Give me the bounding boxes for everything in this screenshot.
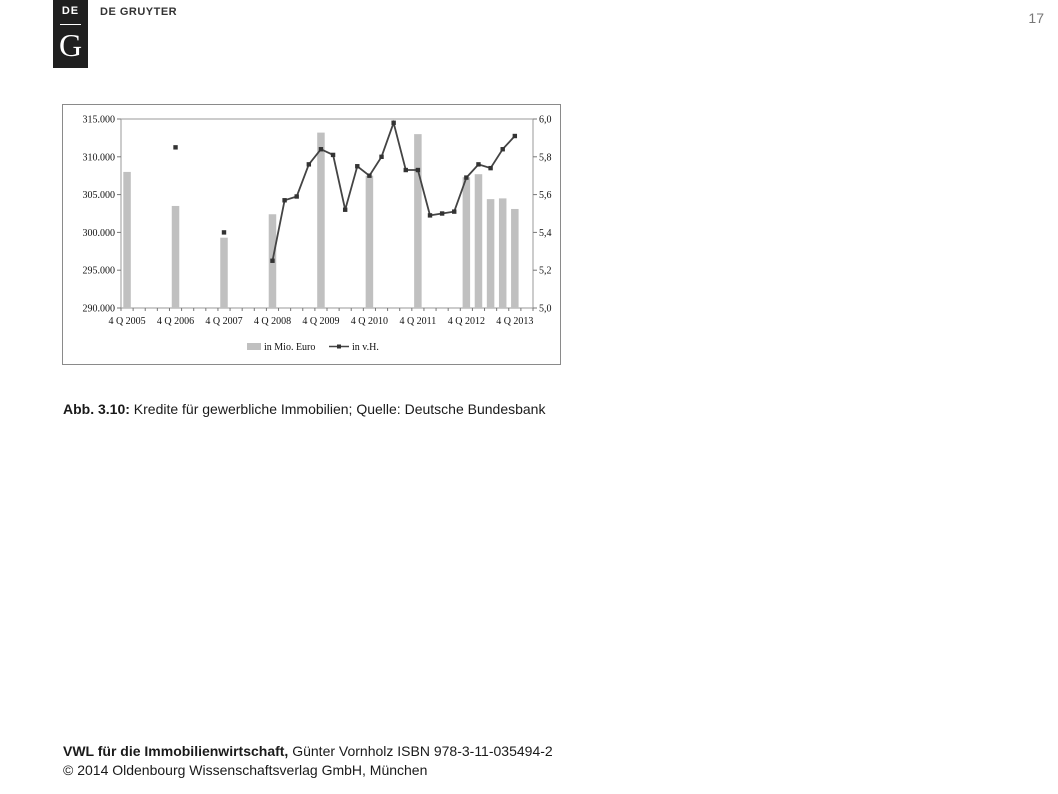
bar	[511, 209, 519, 308]
chart-frame	[62, 104, 561, 365]
bar	[487, 199, 495, 308]
book-title: VWL für die Immobilienwirtschaft,	[63, 743, 289, 759]
bar	[317, 133, 325, 308]
line-marker	[476, 162, 480, 166]
line-marker	[391, 121, 395, 125]
y-right-tick-label: 5,6	[539, 190, 552, 202]
bar	[475, 174, 483, 308]
line-marker	[331, 153, 335, 157]
y-left-tick-label: 295.000	[82, 265, 115, 277]
legend-bar-swatch	[247, 343, 261, 350]
line-marker	[307, 162, 311, 166]
bar	[499, 198, 507, 308]
line-marker	[404, 168, 408, 172]
y-right-tick-label: 6,0	[539, 114, 552, 126]
combo-chart	[63, 105, 560, 364]
line-marker	[464, 175, 468, 179]
line-marker	[501, 147, 505, 151]
x-tick-label: 4 Q 2010	[350, 316, 389, 327]
bar	[414, 134, 422, 308]
figure-caption	[63, 401, 545, 417]
line-marker	[513, 134, 517, 138]
line-marker	[488, 166, 492, 170]
line-marker	[222, 230, 226, 234]
x-tick-label: 4 Q 2008	[253, 316, 292, 327]
line-marker	[440, 211, 444, 215]
line-marker	[452, 209, 456, 213]
x-tick-label: 4 Q 2006	[156, 316, 195, 327]
logo-g-text: G	[58, 27, 83, 63]
x-tick-label: 4 Q 2007	[205, 316, 243, 327]
logo-de-text: DE	[61, 5, 80, 17]
bar	[123, 172, 131, 308]
x-tick-label: 4 Q 2011	[399, 316, 437, 327]
plot-area	[121, 119, 533, 308]
y-left-tick-label: 315.000	[82, 114, 115, 126]
logo-divider	[60, 24, 81, 25]
bar	[463, 177, 471, 308]
footer-line-1	[63, 742, 553, 761]
y-right-tick-label: 5,0	[539, 303, 552, 315]
x-tick-label: 4 Q 2012	[447, 316, 485, 327]
y-left-tick-label: 300.000	[82, 227, 115, 239]
line-marker	[416, 168, 420, 172]
legend-line-label: in v.H.	[352, 342, 379, 353]
x-tick-label: 4 Q 2013	[496, 316, 534, 327]
line-marker	[379, 155, 383, 159]
chart-legend	[247, 342, 379, 353]
bar	[220, 238, 228, 308]
line-marker	[282, 198, 286, 202]
line-marker	[295, 194, 299, 198]
line-marker	[173, 145, 177, 149]
line-marker	[355, 164, 359, 168]
caption-text: Kredite für gewerbliche Immobilien; Quelle: Deutsche Bundesbank	[133, 401, 546, 417]
line-marker	[270, 259, 274, 263]
copyright: © 2014 Oldenbourg Wissenschaftsverlag GmbH, München	[63, 762, 428, 778]
line-marker	[319, 147, 323, 151]
plot-border	[121, 119, 533, 308]
author-isbn: Günter Vornholz ISBN 978-3-11-035494-2	[292, 743, 553, 759]
bar	[172, 206, 180, 308]
bar	[366, 176, 374, 308]
publisher-name: DE GRUYTER	[100, 6, 178, 18]
y-right-tick-label: 5,4	[539, 227, 552, 239]
y-right-tick-label: 5,2	[539, 265, 552, 277]
line-marker	[428, 213, 432, 217]
y-right-tick-label: 5,8	[539, 152, 552, 164]
line-marker	[343, 208, 347, 212]
y-left-tick-label: 305.000	[82, 190, 115, 202]
legend-bar-label: in Mio. Euro	[264, 342, 316, 353]
page-number: 17	[1028, 10, 1044, 26]
page-footer	[63, 742, 553, 780]
x-tick-label: 4 Q 2009	[302, 316, 340, 327]
x-tick-label: 4 Q 2005	[108, 316, 146, 327]
caption-label: Abb. 3.10:	[63, 401, 130, 417]
line-marker	[367, 174, 371, 178]
y-left-tick-label: 310.000	[82, 152, 115, 164]
y-left-tick-label: 290.000	[82, 303, 115, 315]
legend-line-marker	[337, 345, 341, 349]
publisher-logo	[53, 0, 88, 68]
